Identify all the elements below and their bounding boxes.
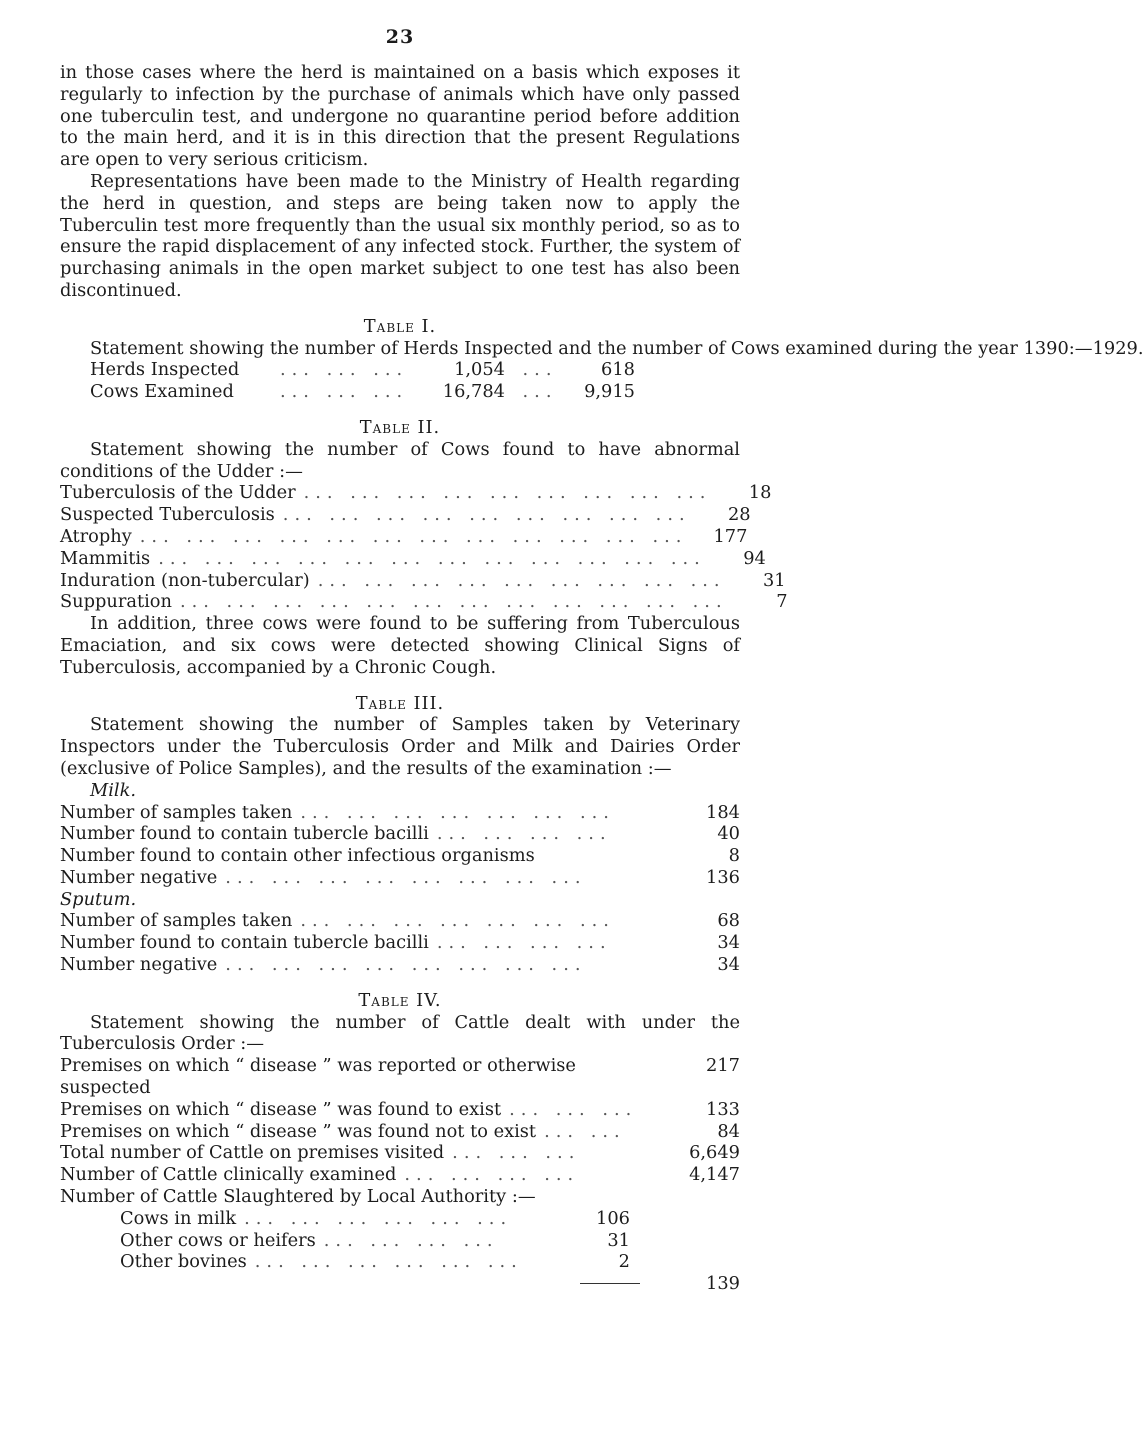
leader-dots: ... ... ... ... ... ... xyxy=(244,1207,513,1229)
table-row xyxy=(60,845,740,867)
table-3-caption: Statement showing the number of Samples taken by Veterinary Inspectors under the Tuberculosis Order and Milk and Dairies Order (exclusive of Police Samples), and the results of the examination :— xyxy=(60,714,740,779)
table-row xyxy=(60,867,740,889)
leader-dots: ... ... ... ... ... ... ... xyxy=(300,801,615,823)
leader-dots: ... ... ... ... ... ... ... xyxy=(300,910,615,932)
row-label: Induration (non-tubercular) xyxy=(60,569,310,591)
row-value: 133 xyxy=(706,1098,740,1120)
row-value: 184 xyxy=(706,801,740,823)
row-label: Number negative xyxy=(60,954,218,976)
leader-dots: ... ... ... ... ... ... ... ... ... xyxy=(303,482,712,504)
row-value: 136 xyxy=(706,866,740,888)
table-row xyxy=(60,823,740,845)
row-label: Other cows or heifers xyxy=(120,1229,316,1251)
table-row xyxy=(60,569,786,592)
table-row xyxy=(120,1230,740,1252)
leader-dots: ... ... ... ... ... ... ... ... ... ... ... ... xyxy=(179,591,728,613)
row-value: 8 xyxy=(728,845,740,867)
row-value: 6,649 xyxy=(689,1142,740,1164)
leader-dots: ... ... ... xyxy=(280,381,409,403)
table-row xyxy=(60,504,751,526)
row-label: Mammitis xyxy=(60,547,151,569)
row-value-current: 1,054 xyxy=(454,359,505,381)
table-row xyxy=(60,1121,740,1143)
table-row xyxy=(60,359,740,381)
leader-dots: ... ... ... ... xyxy=(323,1229,499,1251)
row-value: 68 xyxy=(717,910,740,932)
row-label: Cows Examined xyxy=(90,381,234,403)
row-label: Number of samples taken xyxy=(60,910,293,932)
leader-dots: ... ... ... ... ... ... ... ... ... ... ... ... xyxy=(139,525,688,547)
row-label: Number of samples taken xyxy=(60,801,293,823)
sputum-heading: Sputum. xyxy=(60,888,137,910)
row-label: Number found to contain tubercle bacilli xyxy=(60,932,429,954)
row-value: 177 xyxy=(713,525,748,547)
row-value-previous: 9,915 xyxy=(584,381,635,403)
leader-dots: ... ... ... ... ... ... xyxy=(254,1251,523,1273)
table-1-year-column: 1929. xyxy=(1092,337,1143,359)
leader-dots: ... ... ... ... ... ... ... ... ... xyxy=(317,569,726,591)
table-row xyxy=(60,954,740,976)
table-1-title: Table I. xyxy=(363,315,437,337)
table-2-title: Table II. xyxy=(359,416,441,438)
document-body xyxy=(60,62,1143,1295)
row-value-current: 16,784 xyxy=(442,381,505,403)
row-label: Number found to contain other infectious organisms xyxy=(60,845,535,867)
table-row xyxy=(60,1055,740,1099)
table-row xyxy=(60,591,788,613)
slaughtered-total: 139 xyxy=(706,1273,740,1295)
row-label: Other bovines xyxy=(120,1251,247,1273)
leader-dots: ... ... ... ... ... ... ... ... ... xyxy=(282,504,691,526)
row-value: 34 xyxy=(717,932,740,954)
row-value: 31 xyxy=(607,1229,630,1251)
table-row xyxy=(120,1208,740,1230)
row-value: 7 xyxy=(776,591,788,613)
row-label: Cows in milk xyxy=(120,1207,237,1229)
row-value: 94 xyxy=(743,547,766,569)
table-row xyxy=(60,547,766,570)
leader-dots: ... ... ... xyxy=(509,1098,638,1120)
row-value: 28 xyxy=(727,504,751,526)
row-label: Premises on which “ disease ” was found not to exist xyxy=(60,1120,537,1142)
row-label: Number of Cattle clinically examined xyxy=(60,1164,397,1186)
table-row xyxy=(60,1099,740,1121)
milk-heading: Milk. xyxy=(90,779,137,801)
table-2-note: In addition, three cows were found to be suffering from Tuberculous Emaciation, and six cows were detected showing Clinical Signs of Tuberculosis, accompanied by a Chronic Cough. xyxy=(60,613,740,678)
slaughtered-list xyxy=(60,1208,740,1273)
table-row xyxy=(60,932,740,954)
row-label: Tuberculosis of the Udder xyxy=(60,482,296,504)
leader-dots: ... ... ... ... xyxy=(436,932,612,954)
leader-dots: ... xyxy=(522,381,558,403)
total-row xyxy=(60,1273,740,1295)
row-value-previous: 618 xyxy=(601,359,635,381)
leader-dots: ... ... ... ... xyxy=(404,1164,580,1186)
table-1-caption-row xyxy=(60,337,1143,360)
table-4-caption: Statement showing the number of Cattle dealt with under the Tuberculosis Order :— xyxy=(60,1011,740,1055)
leader-dots: ... xyxy=(522,359,558,381)
row-label: Number of Cattle Slaughtered by Local Authority :— xyxy=(60,1186,536,1208)
table-row xyxy=(60,1142,740,1164)
table-4-title: Table IV. xyxy=(358,989,442,1011)
row-value: 106 xyxy=(596,1207,630,1229)
row-value: 4,147 xyxy=(689,1164,740,1186)
row-value: 31 xyxy=(762,569,786,591)
table-3-title: Table III. xyxy=(355,692,445,714)
row-label: Herds Inspected xyxy=(90,359,240,381)
row-label: Atrophy xyxy=(60,525,132,547)
row-value: 2 xyxy=(618,1251,630,1273)
row-value: 40 xyxy=(717,823,740,845)
table-row xyxy=(60,525,748,548)
leader-dots: ... ... ... ... ... ... ... ... ... ... ... ... xyxy=(158,547,706,569)
row-label: Suspected Tuberculosis xyxy=(60,504,275,526)
leader-dots: ... ... ... xyxy=(452,1142,581,1164)
row-value: 217 xyxy=(706,1055,740,1077)
row-label: Premises on which “ disease ” was found to exist xyxy=(60,1098,502,1120)
table-row xyxy=(60,482,772,504)
table-row xyxy=(60,802,740,824)
row-label: Suppuration xyxy=(60,591,172,613)
total-rule xyxy=(580,1283,640,1295)
table-row xyxy=(120,1251,740,1273)
leader-dots: ... ... ... ... ... ... ... ... xyxy=(225,954,587,976)
table-1-caption: Statement showing the number of Herds Inspected and the number of Cows examined during the year 1390:— xyxy=(90,337,1093,359)
intro-paragraph: Representations have been made to the Ministry of Health regarding the herd in question, and steps are being taken now to apply the Tuberculin test more frequently than the usual six monthly period, so as to ensure the rapid displacement of any infected stock. Further, the system of purchasing animals in the open market subject to one test has also been discontinued. xyxy=(60,170,740,301)
page-number: 23 xyxy=(385,26,415,48)
row-value: 84 xyxy=(717,1120,740,1142)
table-row xyxy=(60,910,740,932)
leader-dots: ... ... ... ... xyxy=(436,823,612,845)
row-label: Premises on which “ disease ” was reported or otherwise suspected xyxy=(60,1055,576,1099)
intro-paragraph: in those cases where the herd is maintained on a basis which exposes it regularly to infection by the purchase of animals which have only passed one tuberculin test, and undergone no quarantine period before addition to the main herd, and it is in this direction that the present Regulations are open to very serious criticism. xyxy=(60,62,740,171)
leader-dots: ... ... ... xyxy=(280,359,409,381)
table-row xyxy=(60,1164,740,1186)
leader-dots: ... ... ... ... ... ... ... ... xyxy=(225,866,587,888)
table-2-caption: Statement showing the number of Cows found to have abnormal conditions of the Udder :— xyxy=(60,438,740,482)
row-value: 34 xyxy=(717,954,740,976)
table-row xyxy=(60,381,740,403)
slaughtered-heading xyxy=(60,1186,740,1208)
leader-dots: ... ... xyxy=(544,1120,626,1142)
row-value: 18 xyxy=(748,482,772,504)
row-label: Number found to contain tubercle bacilli xyxy=(60,823,429,845)
row-label: Number negative xyxy=(60,866,218,888)
row-label: Total number of Cattle on premises visited xyxy=(60,1142,445,1164)
